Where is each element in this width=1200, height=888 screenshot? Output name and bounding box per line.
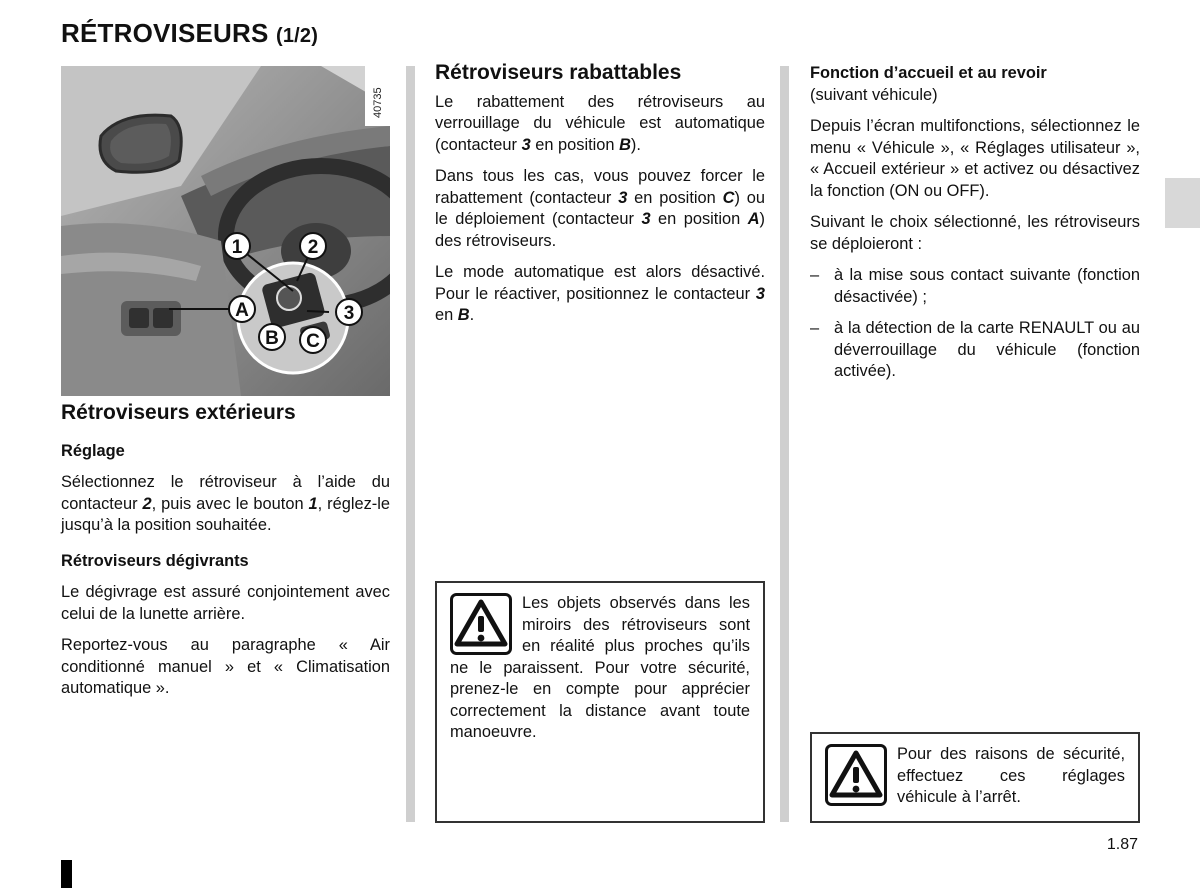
callout-A: A: [235, 300, 249, 321]
warning-text-mirror-distance: Les objets observés dans les miroirs des rétroviseurs sont en réalité plus proches qu’ils ne le paraissent. Pour votre sécurité, prenez-le en compte pour apprécier correctement la distance avant toute manoeuvre.: [450, 594, 750, 741]
subheading-welcome-function: Fonction d’accueil et au revoir: [810, 64, 1047, 82]
title-main: RÉTROVISEURS: [61, 18, 269, 48]
warning-box-mirror-distance: [435, 581, 765, 823]
paragraph-auto-folding: Le rabattement des rétroviseurs au verrouillage du véhicule est automatique (contacteur 3 en position B).: [435, 92, 765, 154]
warning-text-safety-settings: Pour des raisons de sécurité, effectuez ces réglages véhicule à l’arrêt.: [897, 745, 1125, 806]
deploy-conditions-list: [810, 265, 1140, 383]
section-heading-folding-mirrors: Rétroviseurs rabattables: [435, 61, 682, 84]
paragraph-auto-mode: Le mode automatique est alors désactivé. Pour le réactiver, positionnez le contacteur 3 en B.: [435, 263, 765, 324]
column-separator-right: [780, 66, 789, 822]
list-item: – à la mise sous contact suivante (fonction désactivée) ;: [810, 266, 1140, 306]
door-mirror-control-photo: [61, 66, 390, 396]
callout-B: B: [265, 328, 279, 349]
middle-column-text: [435, 62, 765, 337]
section-tab: [1165, 178, 1200, 228]
paragraph-mirrors-deploy: Suivant le choix sélectionné, les rétroviseurs se déploieront :: [810, 213, 1140, 253]
warning-triangle-icon: [450, 593, 512, 655]
subheading-reglage: Réglage: [61, 441, 125, 460]
warning-box-safety-settings: [810, 732, 1140, 823]
page-edge-mark: [61, 860, 72, 888]
section-heading-exterior-mirrors: Rétroviseurs extérieurs: [61, 401, 296, 424]
paragraph-defrost: Le dégivrage est assuré conjointement avec celui de la lunette arrière.: [61, 583, 390, 623]
column-separator-left: [406, 66, 415, 822]
subheading-note: (suivant véhicule): [810, 85, 938, 104]
right-column-text: [810, 63, 1140, 393]
paragraph-reglage: Sélectionnez le rétroviseur à l’aide du contacteur 2, puis avec le bouton 1, réglez-le jusqu’à la position souhaitée.: [61, 473, 391, 534]
page-number: 1.87: [1106, 836, 1138, 853]
callout-3: 3: [343, 303, 355, 324]
list-item: – à la détection de la carte RENAULT ou au déverrouillage du véhicule (fonction activée).: [810, 319, 1140, 380]
left-column-text: [61, 402, 390, 710]
title-part: (1/2): [275, 25, 319, 47]
subheading-heated-mirrors: Rétroviseurs dégivrants: [61, 551, 249, 570]
callout-C: C: [306, 331, 320, 352]
figure-ref-code: 40735: [372, 87, 384, 118]
paragraph-see-climate: Reportez-vous au paragraphe « Air conditionné manuel » et « Climatisation automatique ».: [61, 636, 390, 697]
paragraph-force-folding: Dans tous les cas, vous pouvez forcer le rabattement (contacteur 3 en position C) ou le déploiement (contacteur 3 en position A) des rétroviseurs.: [435, 167, 766, 250]
paragraph-multifunction-screen: Depuis l’écran multifonctions, sélectionnez le menu « Véhicule », « Réglages utilisateur », « Accueil extérieur » et activez ou désactivez la fonction (ON ou OFF).: [810, 117, 1140, 200]
page-title: [61, 18, 318, 49]
callout-2: 2: [307, 237, 319, 258]
warning-triangle-icon: [825, 744, 887, 806]
callout-1: 1: [231, 237, 243, 258]
